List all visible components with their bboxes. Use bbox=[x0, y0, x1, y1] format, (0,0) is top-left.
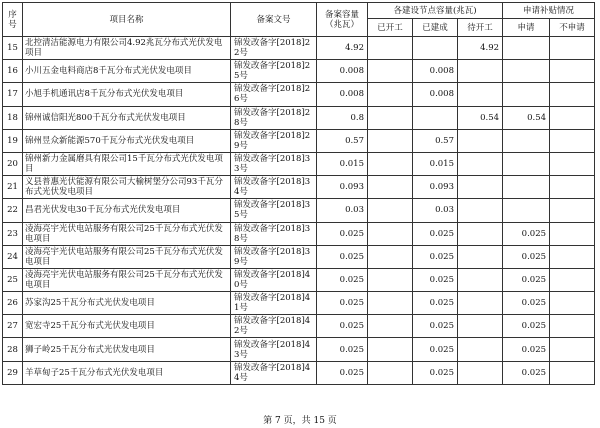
header-project-name: 项目名称 bbox=[23, 3, 231, 37]
cell-capacity: 0.025 bbox=[317, 292, 368, 315]
table-row bbox=[3, 152, 595, 175]
cell-started bbox=[368, 152, 413, 175]
cell-seq: 28 bbox=[3, 338, 23, 361]
cell-project-name: 苏家沟25千瓦分布式光伏发电项目 bbox=[23, 292, 231, 315]
cell-started bbox=[368, 60, 413, 83]
cell-capacity: 0.03 bbox=[317, 199, 368, 222]
cell-built bbox=[413, 106, 458, 129]
cell-not-apply bbox=[550, 245, 595, 268]
cell-capacity: 0.8 bbox=[317, 106, 368, 129]
cell-built: 0.015 bbox=[413, 152, 458, 175]
cell-filing-number: 锦发改备字[2018]43号 bbox=[231, 338, 317, 361]
cell-not-apply bbox=[550, 37, 595, 60]
cell-not-apply bbox=[550, 60, 595, 83]
cell-capacity: 0.025 bbox=[317, 268, 368, 291]
cell-not-apply bbox=[550, 176, 595, 199]
cell-pending bbox=[458, 83, 503, 106]
cell-not-apply bbox=[550, 152, 595, 175]
cell-built: 0.03 bbox=[413, 199, 458, 222]
cell-capacity: 4.92 bbox=[317, 37, 368, 60]
cell-apply bbox=[503, 83, 550, 106]
table-row bbox=[3, 176, 595, 199]
header-started: 已开工 bbox=[368, 19, 413, 37]
cell-capacity: 0.025 bbox=[317, 222, 368, 245]
cell-capacity: 0.015 bbox=[317, 152, 368, 175]
cell-capacity: 0.025 bbox=[317, 315, 368, 338]
cell-apply bbox=[503, 176, 550, 199]
cell-built: 0.025 bbox=[413, 338, 458, 361]
cell-filing-number: 锦发改备字[2018]22号 bbox=[231, 37, 317, 60]
cell-project-name: 小川五金电料商店8千瓦分布式光伏发电项目 bbox=[23, 60, 231, 83]
cell-apply bbox=[503, 37, 550, 60]
cell-pending bbox=[458, 176, 503, 199]
table-row bbox=[3, 361, 595, 384]
cell-filing-number: 锦发改备字[2018]35号 bbox=[231, 199, 317, 222]
cell-filing-number: 锦发改备字[2018]29号 bbox=[231, 129, 317, 152]
cell-seq: 20 bbox=[3, 152, 23, 175]
cell-apply: 0.54 bbox=[503, 106, 550, 129]
cell-built: 0.025 bbox=[413, 315, 458, 338]
cell-apply bbox=[503, 129, 550, 152]
cell-project-name: 凌海亮宇光伏电站服务有限公司25千瓦分布式光伏发电项目 bbox=[23, 245, 231, 268]
cell-pending bbox=[458, 222, 503, 245]
cell-seq: 17 bbox=[3, 83, 23, 106]
cell-project-name: 凌海亮宇光伏电站服务有限公司25千瓦分布式光伏发电项目 bbox=[23, 268, 231, 291]
cell-filing-number: 锦发改备字[2018]26号 bbox=[231, 83, 317, 106]
cell-project-name: 锦州诚信阳光800千瓦分布式光伏发电项目 bbox=[23, 106, 231, 129]
cell-seq: 18 bbox=[3, 106, 23, 129]
cell-project-name: 昌君光伏发电30千瓦分布式光伏发电项目 bbox=[23, 199, 231, 222]
cell-not-apply bbox=[550, 106, 595, 129]
cell-apply: 0.025 bbox=[503, 268, 550, 291]
cell-apply: 0.025 bbox=[503, 245, 550, 268]
cell-pending bbox=[458, 361, 503, 384]
table-row bbox=[3, 268, 595, 291]
cell-built: 0.093 bbox=[413, 176, 458, 199]
cell-pending: 4.92 bbox=[458, 37, 503, 60]
cell-seq: 15 bbox=[3, 37, 23, 60]
table-row bbox=[3, 60, 595, 83]
cell-apply: 0.025 bbox=[503, 222, 550, 245]
cell-seq: 29 bbox=[3, 361, 23, 384]
cell-started bbox=[368, 292, 413, 315]
cell-project-name: 羊草甸子25千瓦分布式光伏发电项目 bbox=[23, 361, 231, 384]
cell-built: 0.025 bbox=[413, 222, 458, 245]
table-row bbox=[3, 129, 595, 152]
cell-capacity: 0.025 bbox=[317, 361, 368, 384]
cell-seq: 25 bbox=[3, 268, 23, 291]
cell-pending bbox=[458, 129, 503, 152]
header-filing-number: 备案文号 bbox=[231, 3, 317, 37]
cell-pending bbox=[458, 268, 503, 291]
cell-pending bbox=[458, 245, 503, 268]
cell-pending bbox=[458, 315, 503, 338]
cell-project-name: 狮子岭25千瓦分布式光伏发电项目 bbox=[23, 338, 231, 361]
cell-project-name: 北控清洁能源电力有限公司4.92兆瓦分布式光伏发电项目 bbox=[23, 37, 231, 60]
cell-seq: 26 bbox=[3, 292, 23, 315]
table-row bbox=[3, 83, 595, 106]
cell-started bbox=[368, 129, 413, 152]
table-row bbox=[3, 106, 595, 129]
cell-capacity: 0.57 bbox=[317, 129, 368, 152]
cell-pending bbox=[458, 152, 503, 175]
header-built: 已建成 bbox=[413, 19, 458, 37]
document-page bbox=[2, 2, 595, 385]
page-number: 第 7 页，共 15 页 bbox=[263, 416, 337, 426]
cell-filing-number: 锦发改备字[2018]40号 bbox=[231, 268, 317, 291]
cell-started bbox=[368, 83, 413, 106]
cell-not-apply bbox=[550, 292, 595, 315]
header-subsidy-group: 申请补贴情况 bbox=[503, 3, 595, 19]
cell-seq: 27 bbox=[3, 315, 23, 338]
table-row bbox=[3, 199, 595, 222]
header-pending: 待开工 bbox=[458, 19, 503, 37]
cell-project-name: 宽宏寺25千瓦分布式光伏发电项目 bbox=[23, 315, 231, 338]
cell-started bbox=[368, 361, 413, 384]
header-filed-capacity: 备案容量（兆瓦） bbox=[317, 3, 368, 37]
cell-started bbox=[368, 222, 413, 245]
cell-apply: 0.025 bbox=[503, 292, 550, 315]
cell-built: 0.008 bbox=[413, 60, 458, 83]
cell-filing-number: 锦发改备字[2018]42号 bbox=[231, 315, 317, 338]
table-row bbox=[3, 37, 595, 60]
cell-not-apply bbox=[550, 338, 595, 361]
table-body bbox=[3, 37, 595, 385]
cell-seq: 22 bbox=[3, 199, 23, 222]
header-seq: 序号 bbox=[3, 3, 23, 37]
cell-capacity: 0.008 bbox=[317, 60, 368, 83]
cell-seq: 21 bbox=[3, 176, 23, 199]
table-row bbox=[3, 222, 595, 245]
cell-apply bbox=[503, 199, 550, 222]
cell-apply: 0.025 bbox=[503, 315, 550, 338]
cell-apply: 0.025 bbox=[503, 338, 550, 361]
cell-seq: 16 bbox=[3, 60, 23, 83]
cell-not-apply bbox=[550, 83, 595, 106]
cell-filing-number: 锦发改备字[2018]25号 bbox=[231, 60, 317, 83]
cell-project-name: 凌海亮宇光伏电站服务有限公司25千瓦分布式光伏发电项目 bbox=[23, 222, 231, 245]
cell-filing-number: 锦发改备字[2018]28号 bbox=[231, 106, 317, 129]
cell-project-name: 义县普惠光伏能源有限公司大榆树堡分公司93千瓦分布式光伏发电项目 bbox=[23, 176, 231, 199]
cell-filing-number: 锦发改备字[2018]34号 bbox=[231, 176, 317, 199]
cell-built: 0.57 bbox=[413, 129, 458, 152]
cell-not-apply bbox=[550, 315, 595, 338]
cell-filing-number: 锦发改备字[2018]44号 bbox=[231, 361, 317, 384]
cell-not-apply bbox=[550, 361, 595, 384]
cell-pending bbox=[458, 60, 503, 83]
cell-project-name: 小旭手机通讯店8千瓦分布式光伏发电项目 bbox=[23, 83, 231, 106]
header-not-apply: 不申请 bbox=[550, 19, 595, 37]
project-table bbox=[2, 2, 595, 385]
cell-not-apply bbox=[550, 268, 595, 291]
cell-filing-number: 锦发改备字[2018]38号 bbox=[231, 222, 317, 245]
table-row bbox=[3, 338, 595, 361]
cell-started bbox=[368, 315, 413, 338]
cell-capacity: 0.025 bbox=[317, 245, 368, 268]
cell-project-name: 锦州昱众新能源570千瓦分布式光伏发电项目 bbox=[23, 129, 231, 152]
cell-filing-number: 锦发改备字[2018]39号 bbox=[231, 245, 317, 268]
cell-pending bbox=[458, 292, 503, 315]
cell-built bbox=[413, 37, 458, 60]
cell-built: 0.025 bbox=[413, 268, 458, 291]
cell-apply: 0.025 bbox=[503, 361, 550, 384]
cell-filing-number: 锦发改备字[2018]33号 bbox=[231, 152, 317, 175]
header-apply: 申请 bbox=[503, 19, 550, 37]
table-row bbox=[3, 245, 595, 268]
cell-pending bbox=[458, 338, 503, 361]
cell-built: 0.025 bbox=[413, 361, 458, 384]
cell-built: 0.025 bbox=[413, 245, 458, 268]
cell-pending: 0.54 bbox=[458, 106, 503, 129]
cell-project-name: 锦州新力金属磨具有限公司15千瓦分布式光伏发电项目 bbox=[23, 152, 231, 175]
cell-capacity: 0.025 bbox=[317, 338, 368, 361]
cell-seq: 23 bbox=[3, 222, 23, 245]
cell-seq: 24 bbox=[3, 245, 23, 268]
cell-built: 0.025 bbox=[413, 292, 458, 315]
cell-started bbox=[368, 338, 413, 361]
cell-built: 0.008 bbox=[413, 83, 458, 106]
cell-started bbox=[368, 199, 413, 222]
cell-filing-number: 锦发改备字[2018]41号 bbox=[231, 292, 317, 315]
table-row bbox=[3, 292, 595, 315]
cell-apply bbox=[503, 60, 550, 83]
cell-started bbox=[368, 176, 413, 199]
cell-seq: 19 bbox=[3, 129, 23, 152]
cell-capacity: 0.008 bbox=[317, 83, 368, 106]
header-build-stage-group: 各建设节点容量(兆瓦) bbox=[368, 3, 503, 19]
cell-not-apply bbox=[550, 199, 595, 222]
cell-apply bbox=[503, 152, 550, 175]
cell-started bbox=[368, 268, 413, 291]
table-row bbox=[3, 315, 595, 338]
cell-not-apply bbox=[550, 129, 595, 152]
cell-pending bbox=[458, 199, 503, 222]
cell-started bbox=[368, 106, 413, 129]
cell-not-apply bbox=[550, 222, 595, 245]
cell-started bbox=[368, 37, 413, 60]
cell-capacity: 0.093 bbox=[317, 176, 368, 199]
cell-started bbox=[368, 245, 413, 268]
